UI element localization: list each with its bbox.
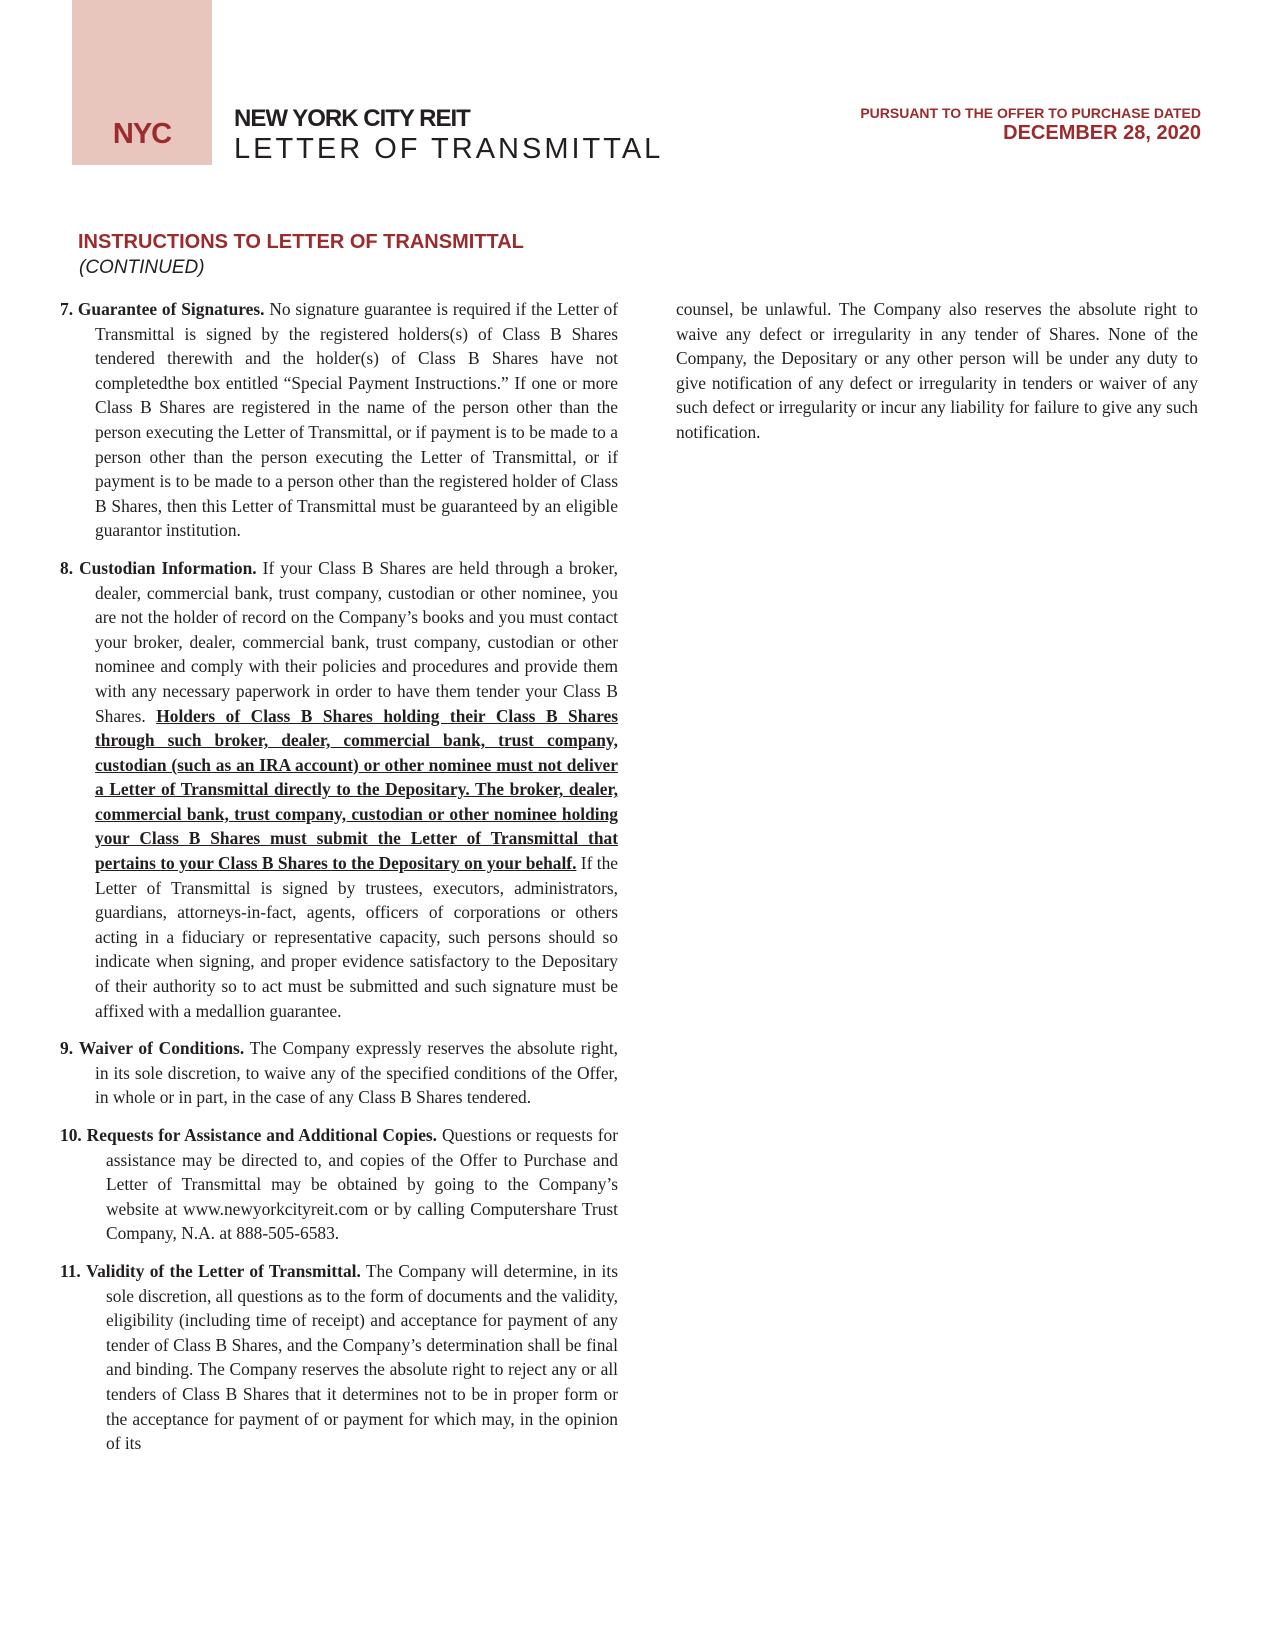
item-body: Questions or requests for assistance may be directed to, and copies of the Offer to Purchase and Letter of Transmittal may be obtained by going to the Company’s website at www.newyorkcityreit.com or by calling Computershare Trust Company, N.A. at 888-505-6583.	[106, 1125, 618, 1244]
left-column	[60, 297, 618, 1469]
item-number: 9.	[60, 1038, 74, 1059]
logo-text: NYC	[112, 118, 172, 150]
right-column	[676, 297, 1198, 445]
instruction-11	[60, 1259, 618, 1456]
item-title: Requests for Assistance and Additional Copies.	[86, 1125, 438, 1145]
item-number: 10.	[60, 1125, 82, 1145]
item-number: 11.	[60, 1260, 81, 1281]
document-title: LETTER OF TRANSMITTAL	[234, 133, 664, 165]
instruction-10	[60, 1123, 618, 1246]
item-title: Custodian Information.	[79, 557, 257, 578]
item-underlined-text: Holders of Class B Shares holding their Class B Shares through such broker, dealer, commercial bank, trust company, custodian (such as an IRA account) or other nominee must not deliver a Letter of Transmittal directly to the Depositary. The broker, dealer, commercial bank, trust company, custodian or other nominee holding your Class B Shares must submit the Letter of Transmittal that pertains to your Class B Shares to the Depositary on your behalf.	[95, 705, 618, 874]
instruction-7	[60, 297, 618, 543]
item-title: Guarantee of Signatures.	[77, 299, 265, 319]
instruction-9	[60, 1036, 618, 1110]
logo-box	[72, 0, 212, 165]
item-body: The Company expressly reserves the absolute right, in its sole discretion, to waive any of the specified conditions of the Offer, in whole or in part, in the case of any Class B Shares tendered.	[95, 1038, 619, 1108]
item-body: No signature guarantee is required if the Letter of Transmittal is signed by the registered holders(s) of Class B Shares tendered therewith and the holder(s) of Class B Shares have not completedthe box entitled “Special Payment Instructions.” If one or more Class B Shares are registered in the name of the person other than the person executing the Letter of Transmittal, or if payment is to be made to a person other than the person executing the Letter of Transmittal, or if payment is to be made to a person other than the registered holder of Class B Shares, then this Letter of Transmittal must be guaranteed by an eligible guarantor institution.	[95, 299, 618, 541]
section-heading: INSTRUCTIONS TO LETTER OF TRANSMITTAL	[78, 231, 524, 253]
section-subheading: (CONTINUED)	[79, 257, 205, 278]
instruction-11-continued: counsel, be unlawful. The Company also reserves the absolute right to waive any defect or irregularity in any tender of Shares. None of the Company, the Depositary or any other person will be under any duty to give notification of any defect or irregularity in tenders or waiver of any such defect or irregularity or incur any liability for failure to give any such notification.	[676, 299, 1198, 442]
item-number: 8.	[60, 557, 74, 578]
item-title: Waiver of Conditions.	[78, 1038, 245, 1059]
instruction-8	[60, 556, 618, 1023]
item-body: If your Class B Shares are held through a broker, dealer, commercial bank, trust company, custodian or other nominee, you are not the holder of record on the Company’s books and you must contact your broker, dealer, commercial bank, trust company, custodian or other nominee and comply with their policies and procedures and provide them with any necessary paperwork in order to have them tender your Class B Shares.	[95, 557, 618, 726]
offer-date: DECEMBER 28, 2020	[1003, 122, 1201, 144]
item-number: 7.	[60, 299, 74, 319]
item-title: Validity of the Letter of Transmittal.	[86, 1260, 361, 1281]
item-body-continued: If the Letter of Transmittal is signed by trustees, executors, administrators, guardians, attorneys-in-fact, agents, officers of corporations or others acting in a fiduciary or representative capacity, such persons should so indicate when signing, and proper evidence satisfactory to the Depositary of their authority so to act must be submitted and such signature must be affixed with a medallion guarantee.	[95, 853, 619, 1021]
brand-name: NEW YORK CITY REIT	[234, 105, 470, 132]
pursuant-label: PURSUANT TO THE OFFER TO PURCHASE DATED	[860, 105, 1201, 121]
item-body: The Company will determine, in its sole discretion, all questions as to the form of documents and the validity, eligibility (including time of receipt) and acceptance for payment of any tender of Class B Shares, and the Company’s determination shall be final and binding. The Company reserves the absolute right to reject any or all tenders of Class B Shares that it determines not to be in proper form or the acceptance for payment of or payment for which may, in the opinion of its	[106, 1260, 618, 1454]
